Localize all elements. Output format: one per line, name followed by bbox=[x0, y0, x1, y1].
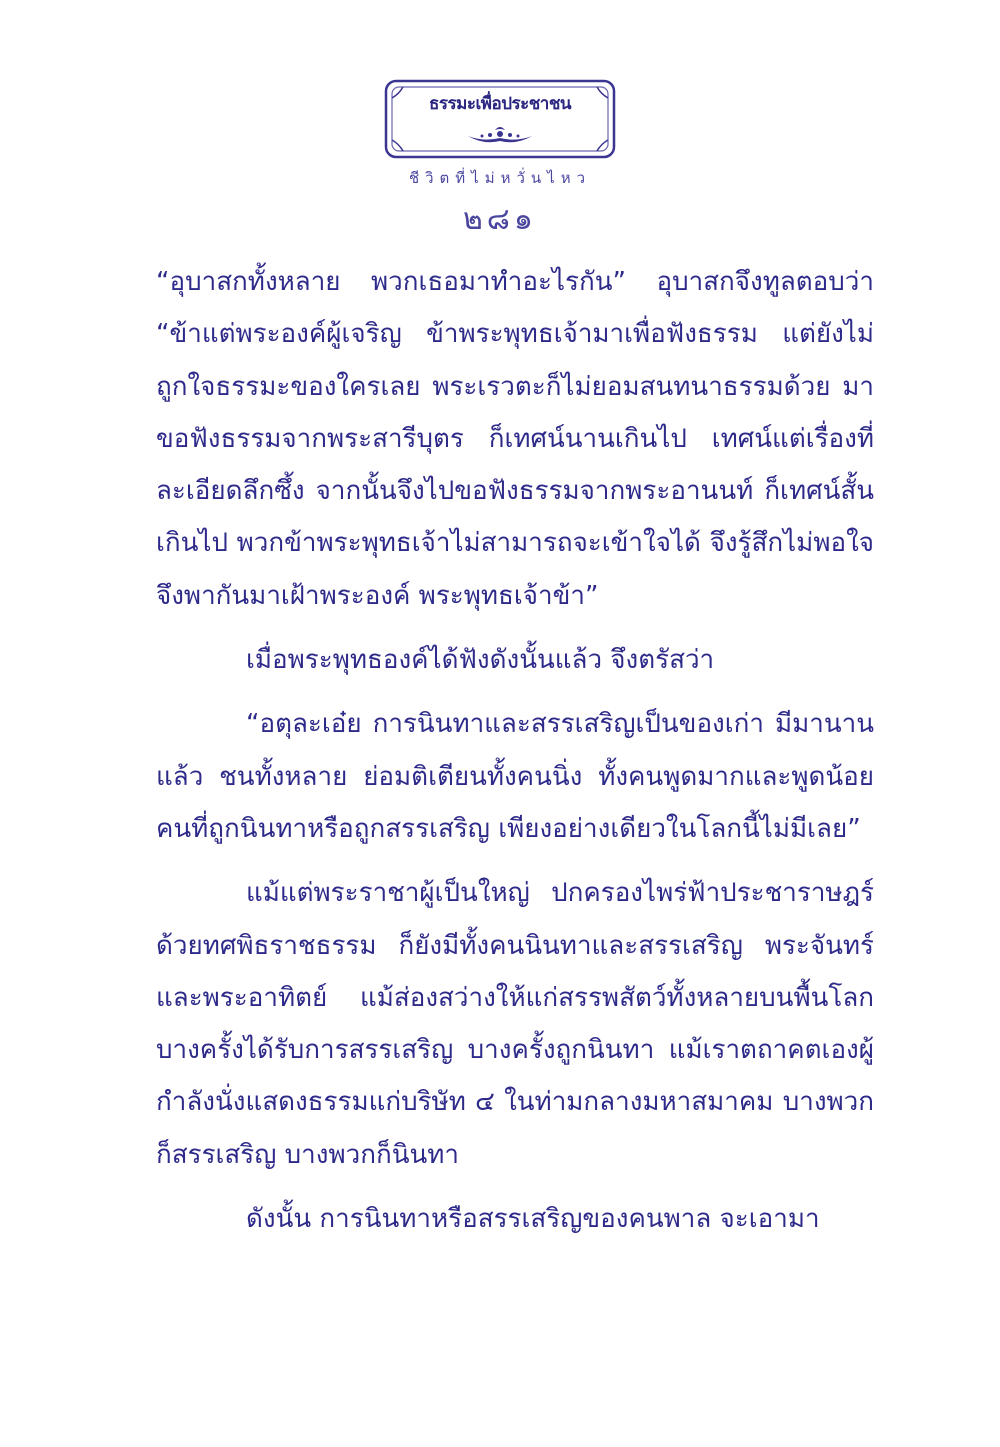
paragraph: “อุบาสกทั้งหลาย พวกเธอมาทำอะไรกัน” อุบาสกจึงทูลตอบว่า “ข้าแต่พระองค์ผู้เจริญ ข้าพระพุทธเจ้ามาเพื่อฟังธรรม แต่ยังไม่ถูกใจธรรมะของใครเลย พระเรวตะก็ไม่ยอมสนทนาธรรมด้วย มาขอฟังธรรมจากพระสารีบุตร ก็เทศน์นานเกินไป เทศน์แต่เรื่องที่ละเอียดลึกซึ้ง จากนั้นจึงไปขอฟังธรรมจากพระอานนท์ ก็เทศน์สั้นเกินไป พวกข้าพระพุทธเจ้าไม่สามารถจะเข้าใจได้ จึงรู้สึกไม่พอใจ จึงพากันมาเฝ้าพระองค์ พระพุทธเจ้าข้า” bbox=[156, 267, 874, 611]
book-title: ชีวิตที่ไม่หวั่นไหว bbox=[408, 169, 592, 187]
paragraph: “อตุละเอ๋ย การนินทาและสรรเสริญเป็นของเก่า มีมานานแล้ว ชนทั้งหลาย ย่อมติเตียนทั้งคนนิ่ง ทั้งคนพูดมากและพูดน้อย คนที่ถูกนินทาหรือถูกสรรเสริญ เพียงอย่างเดียวในโลกนี้ไม่มีเลย” bbox=[156, 709, 874, 844]
page-body bbox=[156, 256, 874, 1245]
logo bbox=[383, 78, 617, 160]
page-number: ๒๘๑ bbox=[463, 202, 537, 237]
logo-text: ธรรมะเพื่อประชาชน bbox=[429, 94, 571, 114]
paragraph: เมื่อพระพุทธองค์ได้ฟังดังนั้นแล้ว จึงตรัสว่า bbox=[246, 645, 715, 676]
page-header bbox=[0, 78, 1000, 243]
paragraph: ดังนั้น การนินทาหรือสรรเสริญของคนพาล จะเอามา bbox=[246, 1204, 820, 1235]
paragraph: แม้แต่พระราชาผู้เป็นใหญ่ ปกครองไพร่ฟ้าประชาราษฎร์ด้วยทศพิธราชธรรม ก็ยังมีทั้งคนนินทาและสรรเสริญ พระจันทร์และพระอาทิตย์ แม้ส่องสว่างให้แก่สรรพสัตว์ทั้งหลายบนพื้นโลก บางครั้งได้รับการสรรเสริญ บางครั้งถูกนินทา แม้เราตถาคตเองผู้กำลังนั่งแสดงธรรมแก่บริษัท ๔ ในท่ามกลางมหาสมาคม บางพวกก็สรรเสริญ บางพวกก็นินทา bbox=[156, 878, 874, 1170]
